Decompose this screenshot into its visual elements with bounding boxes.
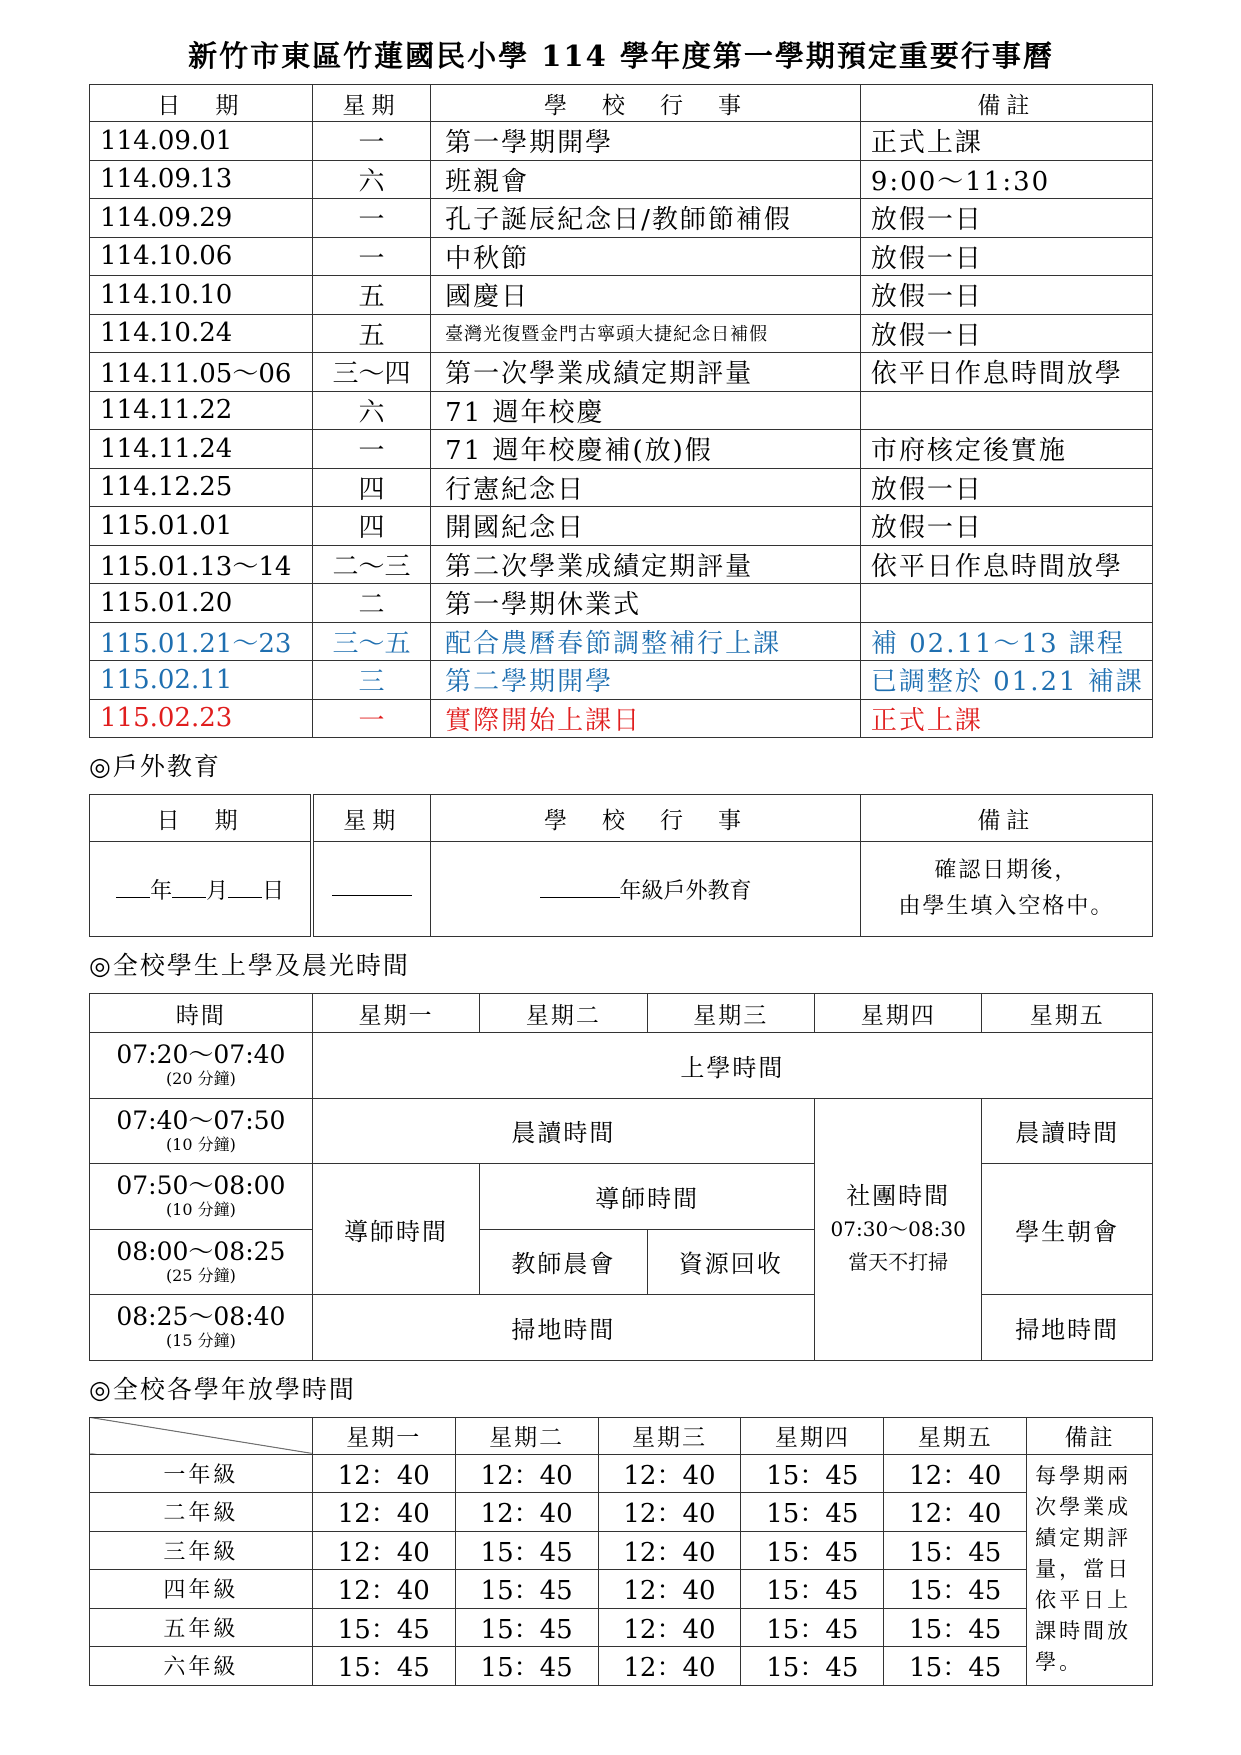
event-name: 配合農曆春節調整補行上課 — [431, 622, 861, 661]
outdoor-header-note: 備註 — [860, 795, 1152, 842]
outdoor-weekday-cell[interactable] — [312, 842, 430, 937]
event-name: 中秋節 — [431, 237, 861, 276]
event-name: 班親會 — [431, 160, 861, 199]
morning-row-3 — [90, 1164, 1153, 1230]
dismissal-header-thu: 星期四 — [741, 1417, 884, 1454]
calendar-table — [89, 84, 1153, 738]
dismissal-header-mon: 星期一 — [312, 1417, 455, 1454]
outdoor-header-date: 日 期 — [90, 795, 313, 842]
event-note: 補 02.11～13 課程 — [860, 622, 1152, 661]
event-date: 114.11.05～06 — [90, 353, 313, 392]
event-weekday: 六 — [312, 160, 430, 199]
event-weekday: 二 — [312, 584, 430, 623]
event-note: 放假一日 — [860, 276, 1152, 315]
document-page — [89, 28, 1153, 1686]
event-weekday: 一 — [312, 199, 430, 238]
event-date: 114.10.24 — [90, 314, 313, 353]
calendar-row — [90, 314, 1153, 353]
event-weekday: 五 — [312, 276, 430, 315]
dismissal-row — [90, 1493, 1153, 1532]
morning-header-thu: 星期四 — [815, 994, 982, 1033]
outdoor-note-line2: 由學生填入空格中。 — [898, 894, 1115, 919]
dismissal-time: 12：40 — [598, 1454, 741, 1493]
dismissal-header-row — [90, 1417, 1153, 1454]
event-date: 114.12.25 — [90, 468, 313, 507]
dismissal-time: 12：40 — [312, 1493, 455, 1532]
event-note: 正式上課 — [860, 699, 1152, 738]
event-note: 放假一日 — [860, 507, 1152, 546]
header-date: 日 期 — [90, 85, 313, 122]
event-name: 第二學期開學 — [431, 661, 861, 700]
event-date: 115.01.20 — [90, 584, 313, 623]
event-note: 9:00～11:30 — [860, 160, 1152, 199]
morning-heading: ◎全校學生上學及晨光時間 — [89, 951, 410, 980]
tutor-cell-mon: 導師時間 — [312, 1164, 479, 1295]
event-name: 開國紀念日 — [431, 507, 861, 546]
event-weekday: 三～四 — [312, 353, 430, 392]
calendar-row — [90, 353, 1153, 392]
dismissal-time: 15：45 — [455, 1608, 598, 1647]
time-slot: 07:50～08:00 (10 分鐘) — [90, 1164, 313, 1230]
dismissal-row — [90, 1647, 1153, 1686]
reading-cell-mon-wed: 晨讀時間 — [312, 1098, 814, 1164]
dismissal-time: 15：45 — [455, 1570, 598, 1609]
outdoor-note-line1: 確認日期後， — [934, 858, 1079, 883]
calendar-row — [90, 276, 1153, 315]
dismissal-time: 15：45 — [312, 1608, 455, 1647]
event-note: 依平日作息時間放學 — [860, 545, 1152, 584]
event-note: 放假一日 — [860, 468, 1152, 507]
club-cell — [815, 1098, 982, 1360]
morning-header-mon: 星期一 — [312, 994, 479, 1033]
calendar-row — [90, 430, 1153, 469]
day-label: 日 — [262, 878, 285, 904]
dismissal-heading: ◎全校各學年放學時間 — [89, 1374, 356, 1404]
club-note: 當天不打掃 — [848, 1250, 949, 1274]
dismissal-row — [90, 1531, 1153, 1570]
club-time: 07:30～08:30 — [830, 1217, 966, 1241]
event-name: 孔子誕辰紀念日/教師節補假 — [431, 199, 861, 238]
morning-row-2 — [90, 1098, 1153, 1164]
page-title: 新竹市東區竹蓮國民小學 114 學年度第一學期預定重要行事曆 — [188, 39, 1054, 73]
dismissal-time: 12：40 — [884, 1454, 1027, 1493]
event-note — [860, 391, 1152, 430]
calendar-row — [90, 122, 1153, 161]
event-date: 114.11.22 — [90, 391, 313, 430]
event-weekday: 四 — [312, 468, 430, 507]
dismissal-time: 15：45 — [455, 1531, 598, 1570]
arrival-cell: 上學時間 — [312, 1033, 1152, 1099]
dismissal-time: 12：40 — [455, 1454, 598, 1493]
outdoor-header-weekday: 星期 — [312, 795, 430, 842]
morning-header-row — [90, 994, 1153, 1033]
dismissal-remark: 每學期兩次學業成績定期評量，當日依平日上課時間放學。 — [1027, 1454, 1153, 1685]
assembly-cell: 學生朝會 — [982, 1164, 1153, 1295]
dismissal-time: 15：45 — [455, 1647, 598, 1686]
dismissal-time: 12：40 — [598, 1608, 741, 1647]
outdoor-event-label: 年級戶外教育 — [619, 878, 752, 904]
header-event: 學 校 行 事 — [431, 85, 861, 122]
teacher-meeting-cell: 教師晨會 — [480, 1229, 647, 1295]
dismissal-time: 15：45 — [741, 1531, 884, 1570]
grade-label: 五年級 — [90, 1608, 313, 1647]
event-date: 114.11.24 — [90, 430, 313, 469]
calendar-row — [90, 199, 1153, 238]
calendar-row — [90, 622, 1153, 661]
dismissal-time: 15：45 — [741, 1454, 884, 1493]
calendar-row — [90, 699, 1153, 738]
grade-label: 一年級 — [90, 1454, 313, 1493]
day-blank[interactable] — [228, 897, 262, 898]
event-date: 115.01.01 — [90, 507, 313, 546]
event-weekday: 五 — [312, 314, 430, 353]
outdoor-table — [89, 794, 1153, 937]
event-weekday: 六 — [312, 391, 430, 430]
event-date: 115.02.23 — [90, 699, 313, 738]
dismissal-time: 12：40 — [598, 1647, 741, 1686]
dismissal-body — [90, 1454, 1153, 1685]
calendar-row — [90, 160, 1153, 199]
dismissal-time: 15：45 — [741, 1493, 884, 1532]
morning-header-time: 時間 — [90, 994, 313, 1033]
club-label: 社團時間 — [846, 1182, 951, 1210]
grade-label: 三年級 — [90, 1531, 313, 1570]
month-blank[interactable] — [172, 897, 206, 898]
calendar-row — [90, 545, 1153, 584]
year-label: 年 — [150, 878, 173, 904]
outdoor-heading: ◎戶外教育 — [89, 752, 221, 781]
dismissal-time: 12：40 — [312, 1570, 455, 1609]
grade-label: 二年級 — [90, 1493, 313, 1532]
event-name: 71 週年校慶 — [431, 391, 861, 430]
event-weekday: 三 — [312, 661, 430, 700]
event-name: 第二次學業成績定期評量 — [431, 545, 861, 584]
dismissal-header-note: 備註 — [1027, 1417, 1153, 1454]
dismissal-header-fri: 星期五 — [884, 1417, 1027, 1454]
tutor-cell-tue-wed: 導師時間 — [480, 1164, 815, 1230]
event-date: 115.01.21～23 — [90, 622, 313, 661]
dismissal-row — [90, 1608, 1153, 1647]
event-note: 放假一日 — [860, 314, 1152, 353]
morning-header-tue: 星期二 — [480, 994, 647, 1033]
header-weekday: 星期 — [312, 85, 430, 122]
event-note — [860, 584, 1152, 623]
dismissal-time: 15：45 — [741, 1570, 884, 1609]
event-date: 114.10.06 — [90, 237, 313, 276]
dismissal-time: 15：45 — [312, 1647, 455, 1686]
time-slot: 07:40～07:50 (10 分鐘) — [90, 1098, 313, 1164]
event-date: 114.09.29 — [90, 199, 313, 238]
time-slot: 08:00～08:25 (25 分鐘) — [90, 1229, 313, 1295]
dismissal-time: 15：45 — [884, 1647, 1027, 1686]
morning-table — [89, 993, 1153, 1361]
event-name: 行憲紀念日 — [431, 468, 861, 507]
event-date: 115.01.13～14 — [90, 545, 313, 584]
event-weekday: 一 — [312, 430, 430, 469]
outdoor-header-row — [90, 795, 1153, 842]
outdoor-header-event: 學 校 行 事 — [431, 795, 861, 842]
event-date: 114.09.13 — [90, 160, 313, 199]
grade-label: 四年級 — [90, 1570, 313, 1609]
event-weekday: 二～三 — [312, 545, 430, 584]
dismissal-time: 12：40 — [312, 1531, 455, 1570]
event-weekday: 一 — [312, 699, 430, 738]
event-date: 115.02.11 — [90, 661, 313, 700]
event-weekday: 一 — [312, 237, 430, 276]
event-date: 114.09.01 — [90, 122, 313, 161]
dismissal-time: 15：45 — [884, 1570, 1027, 1609]
dismissal-table — [89, 1417, 1153, 1686]
calendar-body — [90, 122, 1153, 738]
calendar-row — [90, 468, 1153, 507]
morning-header-wed: 星期三 — [647, 994, 814, 1033]
cleaning-cell-fri: 掃地時間 — [982, 1295, 1153, 1361]
calendar-row — [90, 507, 1153, 546]
outdoor-event-cell[interactable] — [431, 842, 861, 937]
recycling-cell: 資源回收 — [647, 1229, 814, 1295]
morning-row-1 — [90, 1033, 1153, 1099]
event-note: 放假一日 — [860, 237, 1152, 276]
dismissal-time: 12：40 — [312, 1454, 455, 1493]
dismissal-time: 15：45 — [741, 1608, 884, 1647]
grade-label: 六年級 — [90, 1647, 313, 1686]
dismissal-header-tue: 星期二 — [455, 1417, 598, 1454]
time-slot: 07:20～07:40 (20 分鐘) — [90, 1033, 313, 1099]
dismissal-time: 12：40 — [598, 1570, 741, 1609]
event-name: 國慶日 — [431, 276, 861, 315]
calendar-row — [90, 661, 1153, 700]
dismissal-time: 15：45 — [884, 1531, 1027, 1570]
dismissal-time: 15：45 — [884, 1608, 1027, 1647]
year-blank[interactable] — [116, 897, 150, 898]
reading-cell-fri: 晨讀時間 — [982, 1098, 1153, 1164]
event-date: 114.10.10 — [90, 276, 313, 315]
event-note: 市府核定後實施 — [860, 430, 1152, 469]
dismissal-row — [90, 1454, 1153, 1493]
event-note: 正式上課 — [860, 122, 1152, 161]
dismissal-header-wed: 星期三 — [598, 1417, 741, 1454]
outdoor-note-cell — [860, 842, 1152, 937]
event-name: 71 週年校慶補(放)假 — [431, 430, 861, 469]
outdoor-date-cell[interactable] — [90, 842, 313, 937]
dismissal-time: 12：40 — [884, 1493, 1027, 1532]
event-name: 第一次學業成績定期評量 — [431, 353, 861, 392]
diagonal-corner-cell — [90, 1417, 313, 1454]
morning-row-5 — [90, 1295, 1153, 1361]
dismissal-time: 15：45 — [741, 1647, 884, 1686]
time-slot: 08:25～08:40 (15 分鐘) — [90, 1295, 313, 1361]
event-weekday: 三～五 — [312, 622, 430, 661]
event-name: 臺灣光復暨金門古寧頭大捷紀念日補假 — [431, 314, 861, 353]
event-note: 已調整於 01.21 補課 — [860, 661, 1152, 700]
header-note: 備註 — [860, 85, 1152, 122]
weekday-blank[interactable] — [332, 895, 412, 896]
event-weekday: 四 — [312, 507, 430, 546]
outdoor-row — [90, 842, 1153, 937]
month-label: 月 — [206, 878, 229, 904]
calendar-row — [90, 584, 1153, 623]
event-name: 實際開始上課日 — [431, 699, 861, 738]
morning-header-fri: 星期五 — [982, 994, 1153, 1033]
calendar-row — [90, 237, 1153, 276]
calendar-header-row — [90, 85, 1153, 122]
dismissal-row — [90, 1570, 1153, 1609]
dismissal-time: 12：40 — [598, 1493, 741, 1532]
dismissal-time: 12：40 — [455, 1493, 598, 1532]
dismissal-time: 12：40 — [598, 1531, 741, 1570]
event-weekday: 一 — [312, 122, 430, 161]
event-note: 依平日作息時間放學 — [860, 353, 1152, 392]
event-note: 放假一日 — [860, 199, 1152, 238]
event-name: 第一學期休業式 — [431, 584, 861, 623]
calendar-row — [90, 391, 1153, 430]
event-name: 第一學期開學 — [431, 122, 861, 161]
cleaning-cell-mon-wed: 掃地時間 — [312, 1295, 814, 1361]
grade-blank[interactable] — [540, 897, 620, 898]
